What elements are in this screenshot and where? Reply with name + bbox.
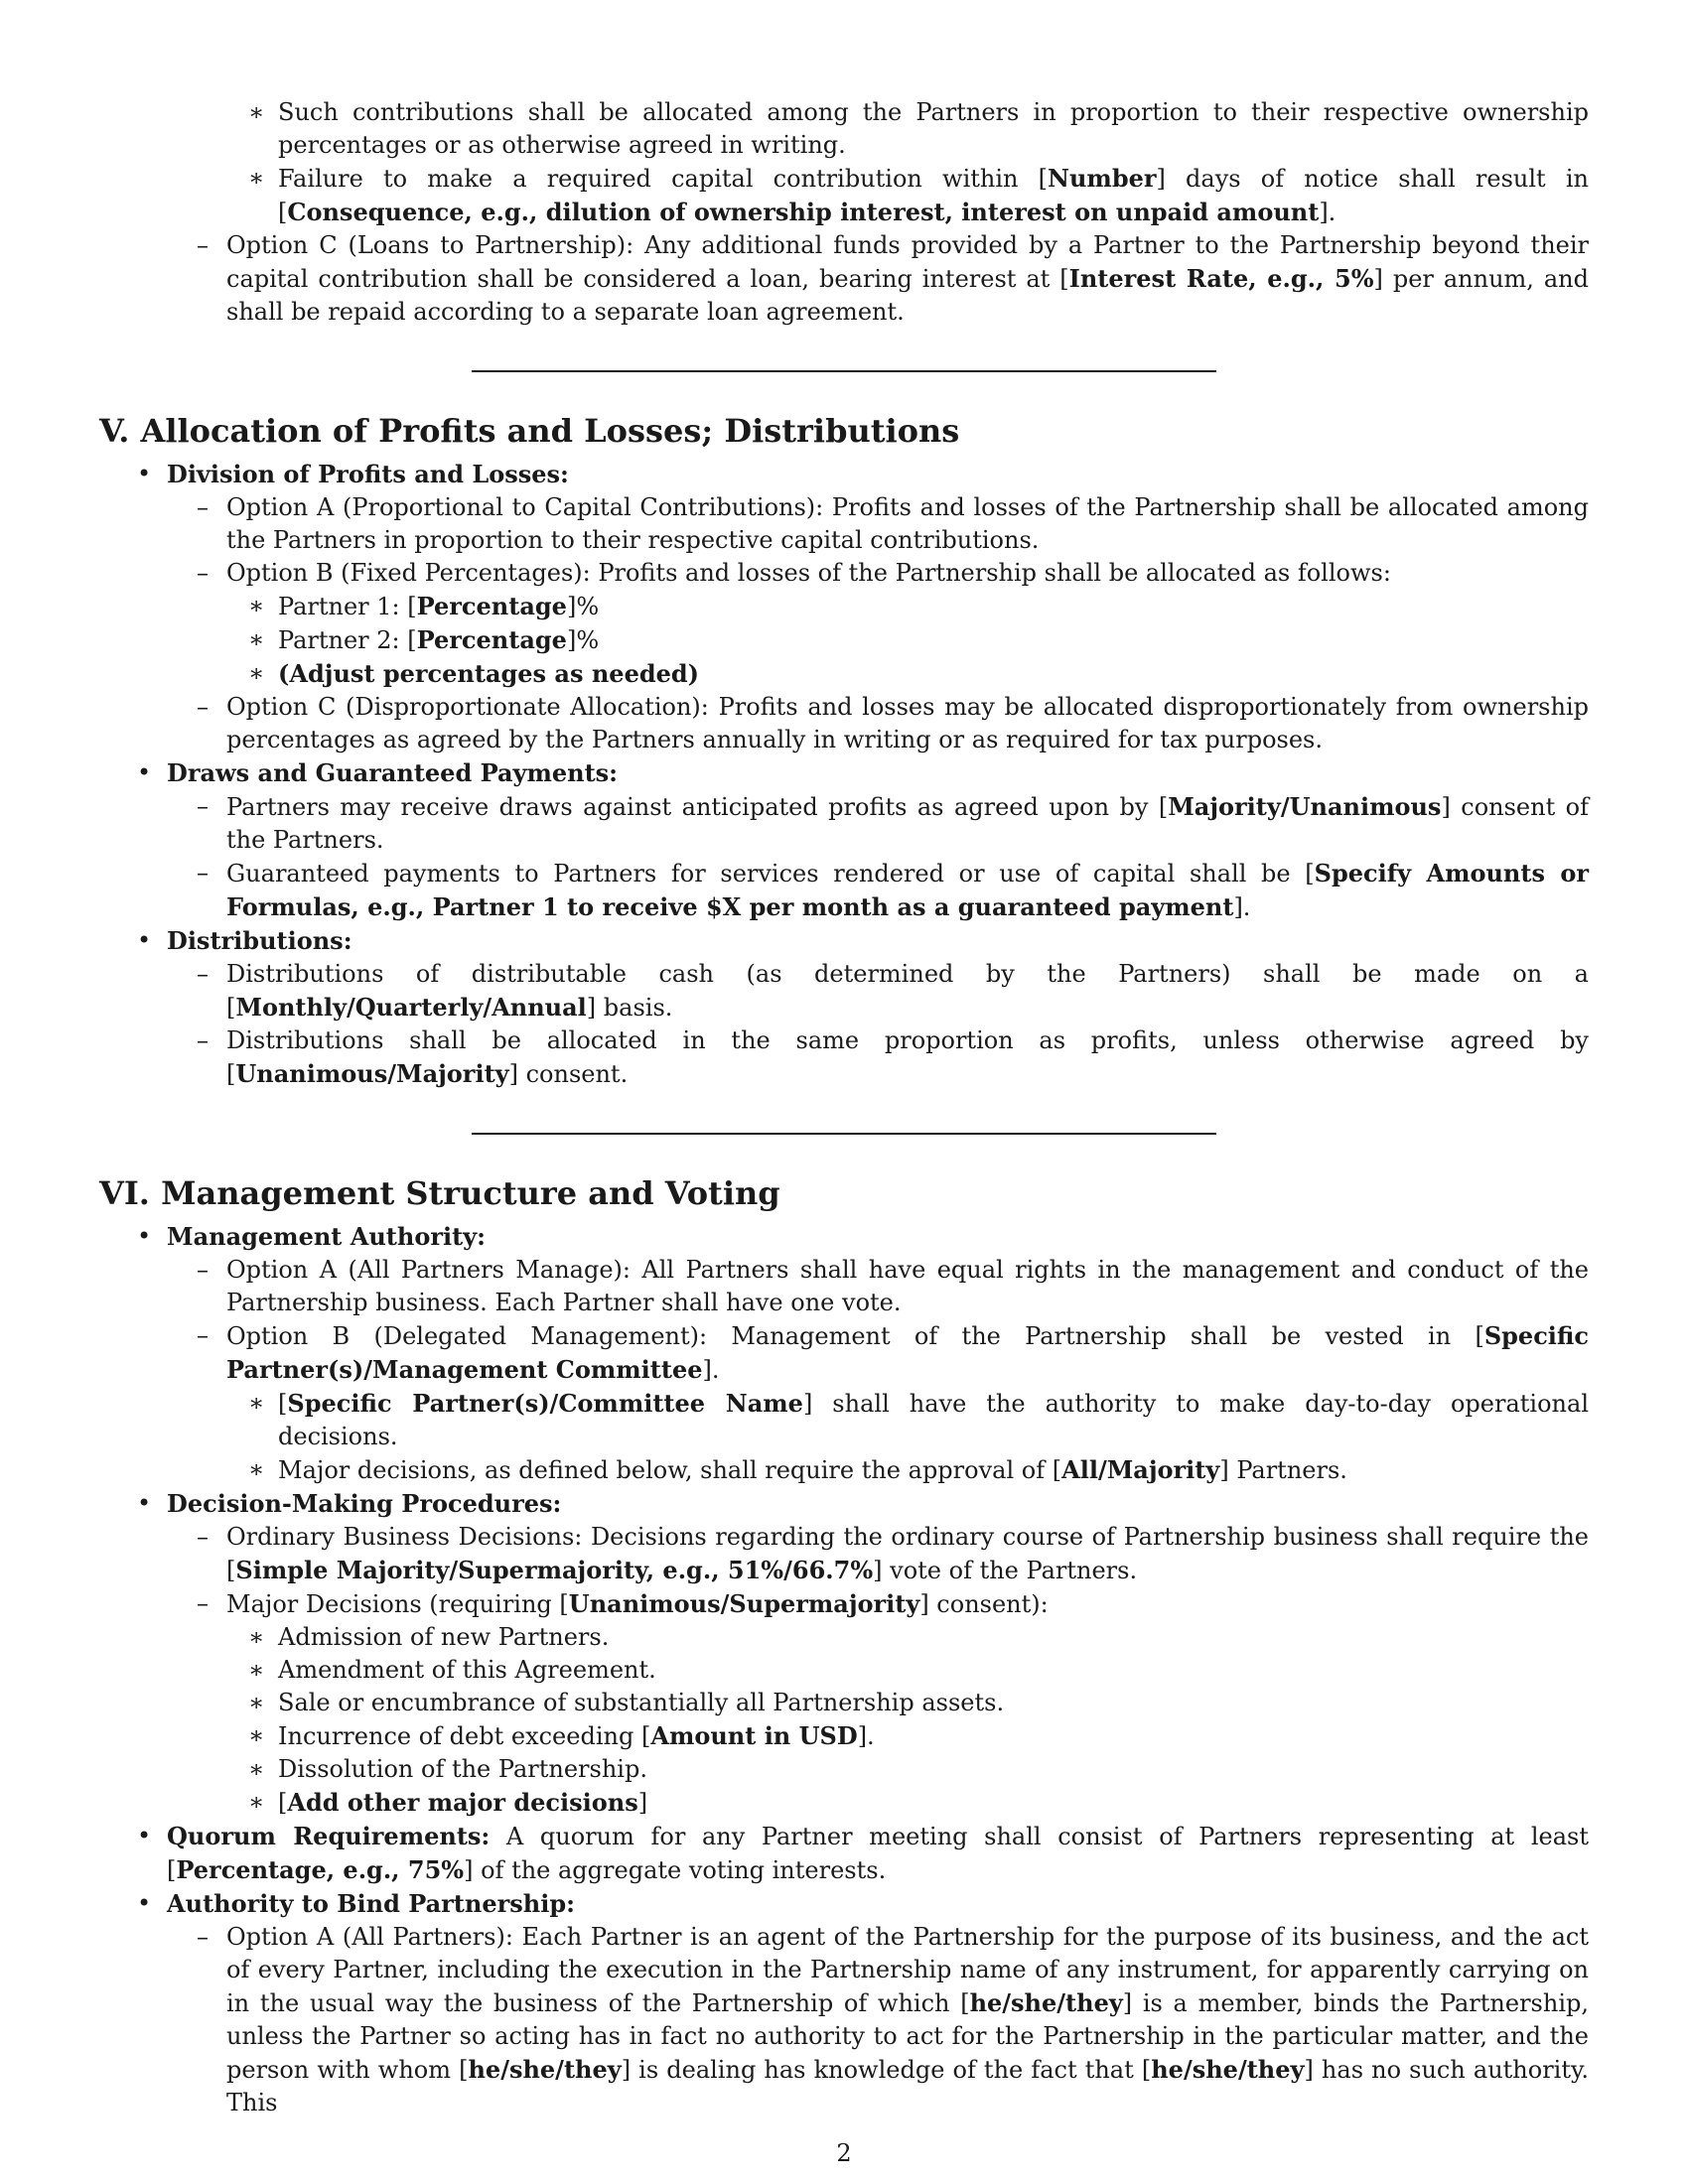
list-item: ∗ Dissolution of the Partnership. <box>226 1753 1589 1786</box>
placeholder-field: Unanimous/Supermajority <box>568 1589 920 1618</box>
placeholder-field: Add other major decisions <box>287 1788 638 1817</box>
list-item: ∗ Partner 2: [Percentage]% <box>226 623 1589 657</box>
section-divider <box>472 370 1216 372</box>
section-list <box>99 1220 1589 2119</box>
list-item: – Option C (Loans to Partnership): Any additional funds provided by a Partner to the Partnership beyond their capital contribution shall be considered a loan, bearing interest at [Interest Rate, e.g., 5%] per annum, and shall be repaid according to a separate loan agreement. <box>99 229 1589 329</box>
list-item: – Option A (All Partners Manage): All Partners shall have equal rights in the management and conduct of the Partnership business. Each Partner shall have one vote. <box>167 1254 1589 1319</box>
list-item: ∗ Admission of new Partners. <box>226 1621 1589 1654</box>
placeholder-field: All/Majority <box>1061 1455 1220 1484</box>
list-item: ∗ Failure to make a required capital contribution within [Number] days of notice shall result in [Consequence, e.g., dilution of ownership interest, interest on unpaid amount]. <box>99 162 1589 229</box>
list-item: – Option A (Proportional to Capital Contributions): Profits and losses of the Partnership shall be allocated among the Partners in proportion to their respective capital contributions. <box>167 491 1589 557</box>
list-item: ∗ (Adjust percentages as needed) <box>226 657 1589 691</box>
placeholder-field: Interest Rate, e.g., 5% <box>1068 264 1374 293</box>
list-item: – Option B (Delegated Management): Management of the Partnership shall be vested in [Specific Partner(s)/Management Committee]. ∗ [Specific Partner(s)/Committee Name] shall have the authority to make day-to-day operational decisions. ∗ Major decisions, as defined below, shall require the approval of [All/Majority] Partners. <box>167 1319 1589 1487</box>
placeholder-field: he/she/they <box>1151 2055 1305 2084</box>
placeholder-field: he/she/they <box>969 1988 1123 2017</box>
placeholder-field: Percentage <box>416 625 567 654</box>
list-item: – Distributions of distributable cash (as determined by the Partners) shall be made on a [Monthly/Quarterly/Annual] basis. <box>167 958 1589 1024</box>
placeholder-field: Consequence, e.g., dilution of ownership interest, interest on unpaid amount <box>287 198 1320 226</box>
section-title: V. Allocation of Profits and Losses; Distributions <box>99 412 960 450</box>
list-item <box>99 924 1589 1091</box>
section-list <box>99 458 1589 1091</box>
item-heading: Decision-Making Procedures: <box>167 1489 562 1518</box>
list-item: – Option B (Fixed Percentages): Profits and losses of the Partnership shall be allocated as follows: ∗ Partner 1: [Percentage]% ∗ Partner 2: [Percentage]% ∗ (Adjust percentages as needed) <box>167 557 1589 691</box>
page-number: 2 <box>836 2139 852 2167</box>
placeholder-field: Amount in USD <box>650 1721 858 1750</box>
item-heading: Division of Profits and Losses: <box>167 460 569 488</box>
placeholder-field: Unanimous/Majority <box>235 1059 509 1088</box>
list-item: ∗ Amendment of this Agreement. <box>226 1654 1589 1687</box>
list-item: – Major Decisions (requiring [Unanimous/Supermajority] consent): ∗ Admission of new Partners. ∗ Amendment of this Agreement. ∗ Sale or encumbrance of substantially all Partnership assets. ∗ Incurrence of debt exceeding [Amount in USD]. ∗ Dissolution of the Partnership. ∗ [Add other major decisions] <box>167 1587 1589 1820</box>
placeholder-field: Majority/Unanimous <box>1168 792 1442 821</box>
contribution-sublist <box>99 96 1589 229</box>
list-item: – Option A (All Partners): Each Partner is an agent of the Partnership for the purpose of its business, and the act of every Partner, including the execution in the Partnership name of any instrument, for apparently carrying on in the usual way the business of the Partnership of which [he/she/they] is a member, binds the Partnership, unless the Partner so acting has in fact no authority to act for the Partnership in the particular matter, and the person with whom [he/she/they] is dealing has knowledge of the fact that [he/she/they] has no such authority. This <box>167 1921 1589 2119</box>
document-page <box>99 96 1589 2119</box>
list-item: • Quorum Requirements: A quorum for any Partner meeting shall consist of Partners representing at least [Percentage, e.g., 75%] of the aggregate voting interests. <box>99 1820 1589 1887</box>
list-item: ∗ [Add other major decisions] <box>226 1786 1589 1820</box>
item-heading: Authority to Bind Partnership: <box>167 1889 575 1918</box>
list-item: – Ordinary Business Decisions: Decisions regarding the ordinary course of Partnership business shall require the [Simple Majority/Supermajority, e.g., 51%/66.7%] vote of the Partners. <box>167 1521 1589 1587</box>
placeholder-field: Monthly/Quarterly/Annual <box>235 993 587 1022</box>
list-item: – Option C (Disproportionate Allocation): Profits and losses may be allocated disproportionately from ownership percentages as agreed by the Partners annually in writing or as required for tax purposes. <box>167 691 1589 756</box>
list-item: ∗ Major decisions, as defined below, shall require the approval of [All/Majority] Partners. <box>226 1453 1589 1487</box>
item-heading: Distributions: <box>167 926 352 955</box>
list-item: – Distributions shall be allocated in the same proportion as profits, unless otherwise agreed by [Unanimous/Majority] consent. <box>167 1024 1589 1091</box>
section-divider <box>472 1133 1216 1135</box>
list-item <box>99 458 1589 756</box>
list-item: ∗ [Specific Partner(s)/Committee Name] shall have the authority to make day-to-day operational decisions. <box>226 1387 1589 1453</box>
list-item: ∗ Such contributions shall be allocated among the Partners in proportion to their respective ownership percentages or as otherwise agreed in writing. <box>99 96 1589 162</box>
list-item <box>99 756 1589 924</box>
placeholder-field: Percentage <box>416 592 567 620</box>
placeholder-field: Percentage, e.g., 75% <box>176 1855 465 1884</box>
list-item: – Guaranteed payments to Partners for services rendered or use of capital shall be [Specify Amounts or Formulas, e.g., Partner 1 to receive $X per month as a guaranteed payment]. <box>167 857 1589 924</box>
list-item: – Partners may receive draws against anticipated profits as agreed upon by [Majority/Unanimous] consent of the Partners. <box>167 790 1589 857</box>
item-heading: Draws and Guaranteed Payments: <box>167 758 619 787</box>
placeholder-field: Specific Partner(s)/Committee Name <box>287 1389 803 1418</box>
list-item <box>99 1487 1589 1820</box>
list-item <box>99 1887 1589 2119</box>
list-item <box>99 1220 1589 1487</box>
list-item: ∗ Partner 1: [Percentage]% <box>226 590 1589 623</box>
item-heading: Management Authority: <box>167 1222 486 1251</box>
section-title: VI. Management Structure and Voting <box>99 1174 780 1212</box>
placeholder-field: Number <box>1048 164 1157 193</box>
list-item: ∗ Sale or encumbrance of substantially all Partnership assets. <box>226 1687 1589 1719</box>
placeholder-field: Specific Partner(s)/Management Committee <box>226 1321 1589 1384</box>
placeholder-field: Specify Amounts or Formulas, e.g., Partner 1 to receive $X per month as a guaranteed payment <box>226 859 1590 921</box>
placeholder-field: Simple Majority/Supermajority, e.g., 51%/66.7% <box>235 1556 874 1584</box>
option-list <box>99 229 1589 329</box>
placeholder-field: he/she/they <box>468 2055 622 2084</box>
list-item: ∗ Incurrence of debt exceeding [Amount in USD]. <box>226 1719 1589 1753</box>
item-heading: Quorum Requirements: <box>167 1822 491 1850</box>
